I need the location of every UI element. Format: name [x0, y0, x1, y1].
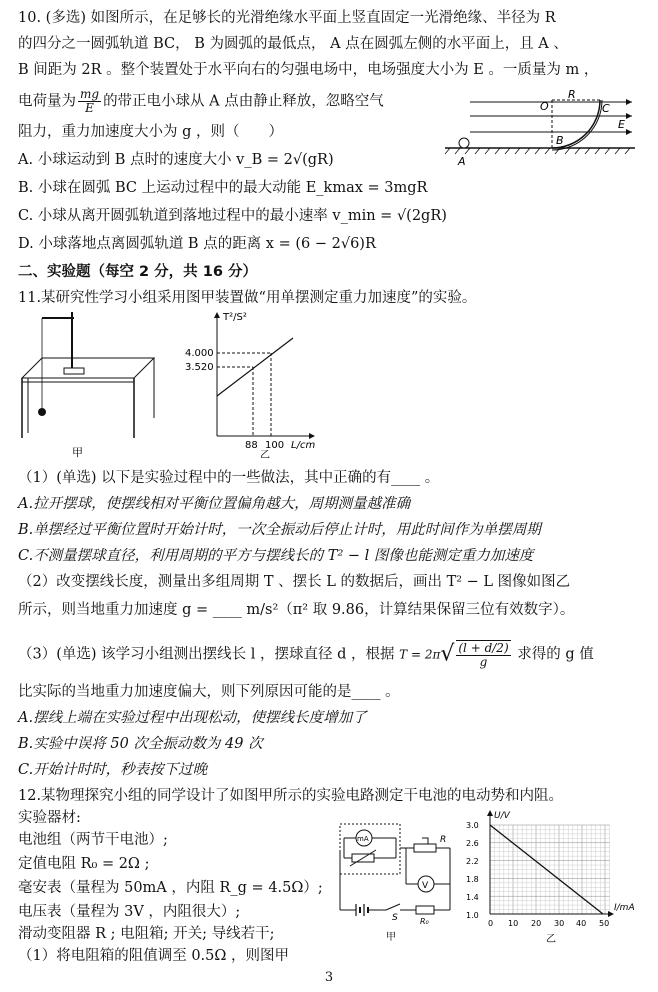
u-i-figure-label: 乙: [546, 934, 556, 945]
rheostat-label: R: [440, 835, 447, 845]
i-tick-4: 40: [576, 919, 587, 928]
q12-line1: 12.某物理探究小组的同学设计了如图甲所示的实验电路测定干电池的电动势和内阻。: [18, 788, 564, 804]
circuit-diagram: [334, 820, 460, 944]
period-formula-lhs: T = 2π: [399, 647, 441, 662]
q10-line1: 10. (多选) 如图所示，在足够长的光滑绝缘水平面上竖直固定一光滑绝缘、半径为 R: [18, 10, 556, 26]
figure-yi-label: 乙: [260, 450, 270, 458]
period-formula-numerator: (l + d/2): [458, 641, 509, 655]
q10-option-a: A. 小球运动到 B 点时的速度大小 v_B = 2√(gR): [18, 152, 334, 168]
q11-part1-option-b: B.单摆经过平衡位置时开始计时，一次全振动后停止计时，用此时间作为单摆周期: [18, 522, 541, 538]
rheostat: [414, 844, 436, 852]
q11-part1-option-c: C.不测量摆球直径，利用周期的平方与摆线长的 T² − l 图像也能测定重力加速度: [18, 548, 534, 564]
page-number: 3: [324, 970, 334, 985]
figure-jia-label: 甲: [72, 446, 83, 458]
label-C: C: [602, 102, 610, 115]
y-axis-arrow: [214, 312, 220, 318]
field-arrow-2: [626, 113, 632, 119]
meter-dashed-box: [340, 824, 400, 874]
q10-option-d: D. 小球落地点离圆弧轨道 B 点的距离 x = (6 − 2√6)R: [18, 236, 376, 252]
graph-y-label: T²/S²: [223, 312, 247, 323]
q10-line2: 的四分之一圆弧轨道 BC， B 为圆弧的最低点， A 点在圆弧左侧的水平面上，且 A 、: [18, 36, 568, 52]
u-tick-0: 3.0: [466, 821, 479, 830]
period-formula-fraction: [456, 640, 510, 669]
q11-part2-line2: 所示，则当地重力加速度 g = ____ m/s²（π² 取 9.86，计算结果保留三位有效数字）。: [18, 602, 575, 618]
pendulum-bob: [38, 408, 46, 416]
u-tick-3: 1.8: [466, 875, 479, 884]
tick-x-88: 88: [245, 440, 258, 451]
q10-line3: B 间距为 2R 。整个装置处于水平向右的匀强电场中，电场强度大小为 E 。一质量为 m ，: [18, 62, 599, 78]
u-i-graph: [462, 808, 648, 948]
q12-line5: 毫安表（量程为 50mA ，内阻 R_g = 4.5Ω）;: [18, 880, 323, 896]
sqrt-symbol: √: [440, 641, 455, 667]
voltmeter-label: V: [422, 881, 429, 891]
q12-line2: 实验器材:: [18, 810, 81, 826]
q11-part3-option-a: A.摆线上端在实验过程中出现松动，使摆线长度增加了: [18, 710, 367, 726]
u-tick-5: 1.0: [466, 911, 479, 920]
q11-part3-suffix: 求得的 g 值: [517, 646, 594, 663]
u-tick-4: 1.4: [466, 893, 479, 902]
label-O: O: [540, 100, 549, 113]
q10-line4-prefix: 电荷量为: [18, 93, 76, 110]
charge-fraction-denominator: E: [85, 101, 94, 115]
i-tick-1: 10: [508, 919, 519, 928]
x-axis-arrow: [309, 433, 315, 439]
q11-part3-option-b: B.实验中误将 50 次全振动数为 49 次: [18, 736, 263, 752]
q10-line4: [18, 88, 384, 115]
period-formula-denominator: g: [479, 655, 488, 669]
label-R: R: [568, 88, 576, 101]
field-arrow-1: [626, 99, 632, 105]
label-B: B: [556, 134, 564, 147]
q10-line4-suffix: 的带正电小球从 A 点由静止释放，忽略空气: [103, 93, 384, 110]
fixed-resistor: [416, 906, 434, 914]
q10-line5: 阻力，重力加速度大小为 g ，则（ ）: [18, 124, 283, 140]
q11-part1-option-a: A.拉开摆球，使摆线相对平衡位置偏角越大，周期测量越准确: [18, 496, 411, 512]
q10-track-figure: [440, 88, 640, 168]
pendulum-apparatus-figure: [14, 308, 164, 458]
label-A: A: [458, 155, 466, 168]
i-tick-5: 50: [599, 919, 610, 928]
rheostat-slider: [422, 838, 428, 844]
u-axis-arrow: [487, 810, 493, 816]
q11-part3-line2: 比实际的当地重力加速度偏大，则下列原因可能的是____ 。: [18, 684, 400, 700]
charge-fraction-numerator: mg: [80, 87, 100, 101]
q10-option-b: B. 小球在圆弧 BC 上运动过程中的最大动能 E_kmax = 3mgR: [18, 180, 428, 196]
tick-y-3520: 3.520: [185, 362, 214, 373]
tick-x-100: 100: [265, 440, 285, 451]
label-E: E: [618, 118, 625, 131]
fixed-resistor-label: R₀: [420, 917, 429, 926]
ball: [459, 138, 469, 148]
u-tick-2: 2.2: [466, 857, 479, 866]
q12-line7: 滑动变阻器 R ; 电阻箱; 开关; 导线若干;: [18, 926, 275, 942]
q11-part3-line1: [18, 640, 594, 669]
q11-part2-line1: （2）改变摆线长度，测量出多组周期 T 、摆长 L 的数据后，画出 T² − L 图像如图乙: [18, 574, 571, 590]
t-squared-vs-length-graph: [185, 308, 335, 458]
u-axis-label: U/V: [494, 811, 510, 821]
graph-x-label: L/cm: [291, 440, 316, 451]
field-arrow-3: [626, 129, 632, 135]
tick-y-4000: 4.000: [185, 348, 214, 359]
circuit-figure-label: 甲: [386, 932, 396, 943]
i-tick-3: 30: [554, 919, 565, 928]
section-heading: 二、实验题（每空 2 分，共 16 分）: [18, 264, 257, 280]
q12-line3: 电池组（两节干电池）;: [18, 832, 168, 848]
switch-label: S: [392, 913, 398, 923]
switch: [386, 904, 400, 910]
q12-line8: （1）将电阻箱的阻值调至 0.5Ω ，则图甲: [18, 948, 290, 964]
q11-part1: （1）(单选) 以下是实验过程中的一些做法，其中正确的有____ 。: [18, 470, 440, 486]
i-axis-label: I/mA: [614, 903, 635, 913]
stand-base: [64, 368, 84, 374]
i-tick-2: 20: [531, 919, 542, 928]
q11-part3-option-c: C.开始计时时，秒表按下过晚: [18, 762, 208, 778]
q11-part3-prefix: （3）(单选) 该学习小组测出摆线长 l ，摆球直径 d ，根据: [18, 646, 395, 663]
ground-hatching: [445, 148, 630, 154]
q12-line6: 电压表（量程为 3V ，内阻很大）;: [18, 904, 241, 920]
milliammeter-label: mA: [357, 835, 369, 843]
q12-line4: 定值电阻 R₀ = 2Ω ;: [18, 856, 150, 872]
q11-line1: 11.某研究性学习小组采用图甲装置做“用单摆测定重力加速度”的实验。: [18, 290, 477, 306]
u-tick-1: 2.6: [466, 839, 479, 848]
i-tick-0: 0: [488, 919, 494, 928]
q10-option-c: C. 小球从离开圆弧轨道到落地过程中的最小速率 v_min = √(2gR): [18, 208, 447, 224]
charge-fraction: [78, 88, 101, 115]
